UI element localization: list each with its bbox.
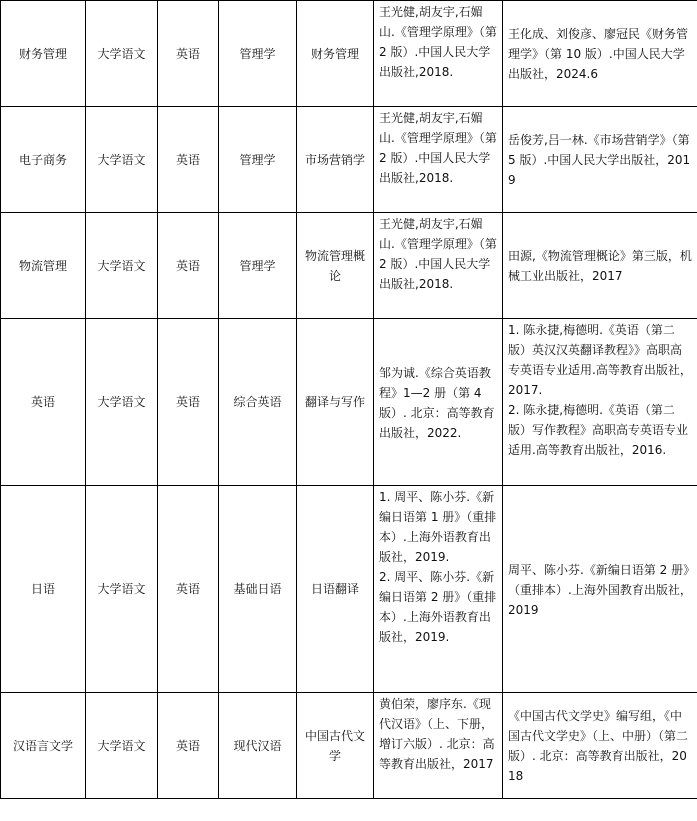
course4-cell: 物流管理概论 xyxy=(297,213,374,319)
course2-cell: 英语 xyxy=(158,1,219,107)
reference-entry: 1. 周平、陈小芬.《新编日语第 1 册》（重排本）.上海外语教育出版社，2019. xyxy=(379,490,497,564)
ref1-cell xyxy=(374,486,503,693)
table-row xyxy=(1,319,697,486)
course4-cell: 翻译与写作 xyxy=(297,319,374,486)
reference-entry: 周平、陈小芬.《新编日语第 2 册》（重排本）.上海外国教育出版社，2019 xyxy=(508,562,692,617)
table-row xyxy=(1,693,697,799)
reference-entry: 王光健,胡友宇,石媚山.《管理学原理》（第 2 版）.中国人民大学出版社,2018. xyxy=(379,217,497,291)
course1-cell: 大学语文 xyxy=(86,693,158,799)
ref2-cell xyxy=(503,319,697,486)
ref2-cell xyxy=(503,693,697,799)
course1-cell: 大学语文 xyxy=(86,319,158,486)
course2-cell: 英语 xyxy=(158,486,219,693)
course4-cell: 中国古代文学 xyxy=(297,693,374,799)
major-cell: 日语 xyxy=(1,486,86,693)
course2-cell: 英语 xyxy=(158,319,219,486)
ref1-cell xyxy=(374,693,503,799)
major-cell: 财务管理 xyxy=(1,1,86,107)
ref2-cell xyxy=(503,486,697,693)
course3-cell: 综合英语 xyxy=(219,319,297,486)
major-cell: 电子商务 xyxy=(1,107,86,213)
reference-entry: 王化成、刘俊彦、廖冠民《财务管理学》（第 10 版）.中国人民大学出版社，2024.6 xyxy=(508,27,689,81)
ref1-cell xyxy=(374,107,503,213)
ref2-cell xyxy=(503,107,697,213)
major-cell: 物流管理 xyxy=(1,213,86,319)
reference-entry: 田源,《物流管理概论》第三版，机械工业出版社，2017 xyxy=(508,249,692,283)
reference-entry: 《中国古代文学史》编写组，《中国古代文学史》（上、中册）（第二版）. 北京：高等教育出版社，2018 xyxy=(508,709,689,783)
table-row xyxy=(1,1,697,107)
course3-cell: 基础日语 xyxy=(219,486,297,693)
course3-cell: 管理学 xyxy=(219,107,297,213)
reference-entry: 王光健,胡友宇,石媚山.《管理学原理》（第 2 版）.中国人民大学出版社,2018. xyxy=(379,111,497,185)
course3-cell: 管理学 xyxy=(219,213,297,319)
course4-cell: 日语翻译 xyxy=(297,486,374,693)
course2-cell: 英语 xyxy=(158,107,219,213)
ref2-cell xyxy=(503,213,697,319)
table-row xyxy=(1,486,697,693)
ref1-cell xyxy=(374,319,503,486)
course4-cell: 财务管理 xyxy=(297,1,374,107)
reference-entry: 岳俊芳,吕一林.《市场营销学》（第 5 版）.中国人民大学出版社，2019 xyxy=(508,133,691,187)
reference-entry: 1. 陈永捷,梅德明.《英语（第二版）英汉汉英翻译教程》》高职高专英语专业适用.高等教育出版社，2017. xyxy=(508,323,692,397)
table-row xyxy=(1,213,697,319)
course1-cell: 大学语文 xyxy=(86,1,158,107)
reference-entry: 2. 周平、陈小芬.《新编日语第 2 册》（重排本）.上海外语教育出版社，2019. xyxy=(379,570,497,644)
course1-cell: 大学语文 xyxy=(86,213,158,319)
course1-cell: 大学语文 xyxy=(86,486,158,693)
major-cell: 英语 xyxy=(1,319,86,486)
course4-cell: 市场营销学 xyxy=(297,107,374,213)
course3-cell: 现代汉语 xyxy=(219,693,297,799)
major-cell: 汉语言文学 xyxy=(1,693,86,799)
reference-entry: 王光健,胡友宇,石媚山.《管理学原理》（第 2 版）.中国人民大学出版社,2018. xyxy=(379,5,497,79)
table-row xyxy=(1,107,697,213)
ref1-cell xyxy=(374,1,503,107)
course2-cell: 英语 xyxy=(158,213,219,319)
ref1-cell xyxy=(374,213,503,319)
ref2-cell xyxy=(503,1,697,107)
course1-cell: 大学语文 xyxy=(86,107,158,213)
reference-entry: 黄伯荣，廖序东.《现代汉语》（上、下册，增订六版）. 北京：高等教育出版社，2017 xyxy=(379,697,495,771)
course2-cell: 英语 xyxy=(158,693,219,799)
reference-entry: 2. 陈永捷,梅德明.《英语（第二版）写作教程》高职高专英语专业适用.高等教育出版社，2016. xyxy=(508,403,689,457)
course3-cell: 管理学 xyxy=(219,1,297,107)
reference-entry: 邹为诚.《综合英语教程》1—2 册（第 4 版）. 北京：高等教育出版社，2022. xyxy=(379,365,495,440)
